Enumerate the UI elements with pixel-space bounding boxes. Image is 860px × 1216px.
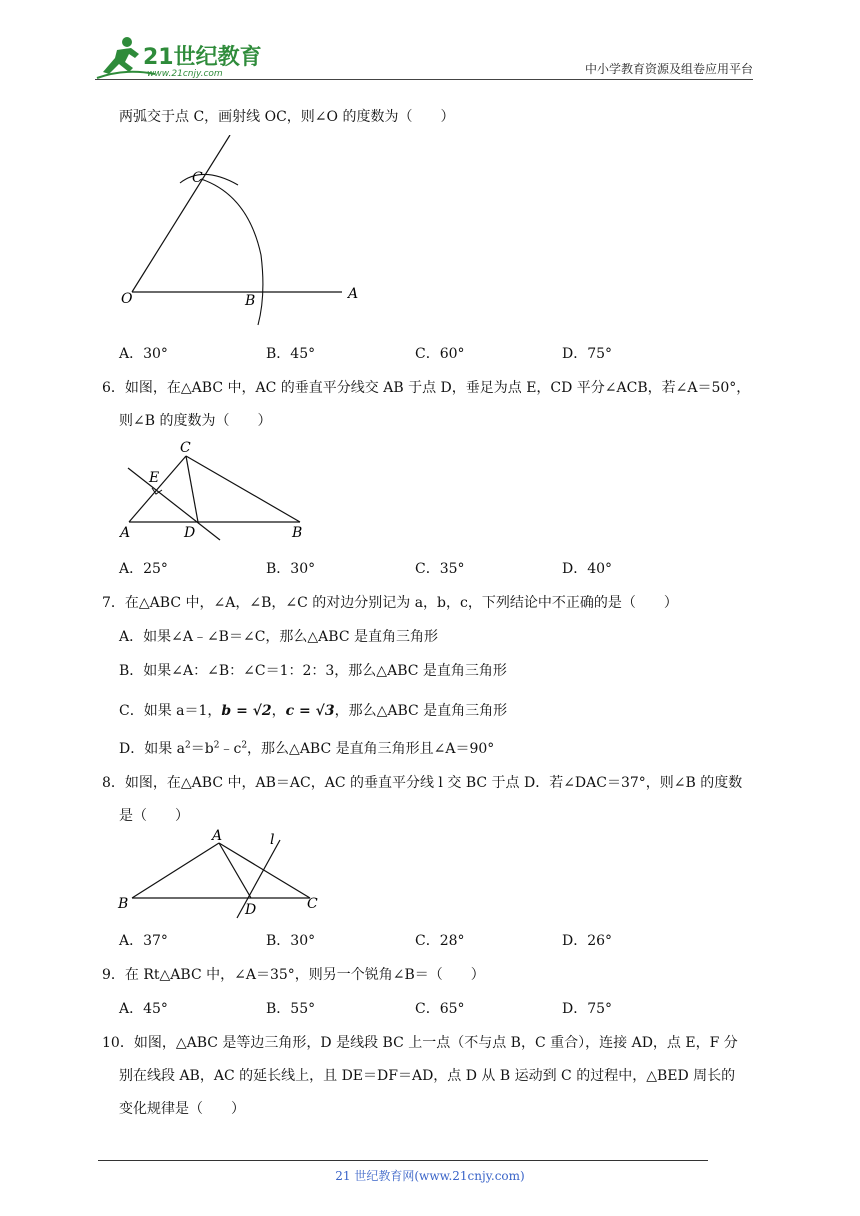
svg-text:21世纪教育: 21世纪教育 (143, 45, 262, 70)
q8-stem-line2: 是（ ） (119, 808, 189, 824)
q10-stem-line3: 变化规律是（ ） (119, 1101, 245, 1117)
svg-text:A: A (212, 828, 223, 844)
svg-text:B: B (118, 896, 129, 912)
q7-option-c: C．如果 a＝1，b = √2，c = √3，那么△ABC 是直角三角形 (119, 703, 508, 719)
svg-text:l: l (270, 832, 275, 848)
q7-c-value: c = √3 (285, 703, 335, 719)
footer-link[interactable]: 21 世纪教育网(www.21cnjy.com) (335, 1169, 525, 1183)
q5-option-b: B．45° (266, 346, 316, 362)
footer-divider (98, 1160, 708, 1161)
svg-text:O: O (121, 291, 133, 307)
q10-stem-line2: 别在线段 AB，AC 的延长线上，且 DE＝DF＝AD，点 D 从 B 运动到 C 的过程中，△BED 周长的 (119, 1068, 736, 1084)
svg-text:www.21cnjy.com: www.21cnjy.com (147, 69, 223, 79)
svg-text:A: A (120, 525, 131, 541)
q6-option-d: D．40° (562, 561, 613, 577)
q5-figure (118, 135, 368, 327)
q7-option-d: D．如果 $a^2=b^2﹣c^2$，那么△ABC 是直角三角形且∠A＝90° (119, 740, 495, 757)
q8-option-b: B．30° (266, 933, 316, 949)
q9-option-c: C．65° (415, 1001, 465, 1017)
q6-option-c: C．35° (415, 561, 465, 577)
q6-option-b: B．30° (266, 561, 316, 577)
svg-text:C: C (192, 170, 203, 186)
q8-stem-line1: 8．如图，在△ABC 中，AB＝AC，AC 的垂直平分线 l 交 BC 于点 D．若∠DAC＝37°，则∠B 的度数 (102, 775, 743, 791)
q7-option-b: B．如果∠A：∠B：∠C＝1：2：3，那么△ABC 是直角三角形 (119, 663, 507, 679)
q6-stem-line2: 则∠B 的度数为（ ） (119, 413, 272, 429)
q8-figure (114, 826, 324, 920)
q5-option-a: A．30° (119, 346, 168, 362)
q7-option-a: A．如果∠A﹣∠B＝∠C，那么△ABC 是直角三角形 (119, 629, 438, 645)
q7-stem: 7．在△ABC 中，∠A，∠B，∠C 的对边分别记为 a，b，c，下列结论中不正确的是（ ） (102, 595, 678, 611)
header-divider (95, 79, 753, 80)
q5-option-d: D．75° (562, 346, 613, 362)
q6-figure (116, 438, 316, 544)
svg-text:A: A (348, 286, 359, 302)
q9-option-a: A．45° (119, 1001, 168, 1017)
q5-option-c: C．60° (415, 346, 465, 362)
svg-text:B: B (245, 293, 256, 309)
svg-text:C: C (307, 896, 318, 912)
q9-option-d: D．75° (562, 1001, 613, 1017)
q6-stem-line1: 6．如图，在△ABC 中，AC 的垂直平分线交 AB 于点 D，垂足为点 E，CD 平分∠ACB，若∠A＝50°， (102, 380, 751, 396)
site-logo (95, 34, 265, 80)
q5-stem: 两弧交于点 C，画射线 OC，则∠O 的度数为（ ） (119, 109, 455, 125)
q7-b-value: b = √2 (221, 703, 272, 719)
q8-option-d: D．26° (562, 933, 613, 949)
svg-text:C: C (180, 440, 191, 456)
svg-text:E: E (149, 470, 160, 486)
q8-option-c: C．28° (415, 933, 465, 949)
q6-option-a: A．25° (119, 561, 168, 577)
q8-option-a: A．37° (119, 933, 168, 949)
svg-text:D: D (245, 902, 257, 918)
q10-stem-line1: 10．如图，△ABC 是等边三角形，D 是线段 BC 上一点（不与点 B，C 重合），连接 AD，点 E，F 分 (102, 1035, 738, 1051)
header-platform-text: 中小学教育资源及组卷应用平台 (584, 62, 753, 76)
svg-text:D: D (184, 525, 196, 541)
q9-option-b: B．55° (266, 1001, 316, 1017)
svg-text:B: B (292, 525, 303, 541)
q9-stem: 9．在 Rt△ABC 中，∠A＝35°，则另一个锐角∠B＝（ ） (102, 967, 485, 983)
